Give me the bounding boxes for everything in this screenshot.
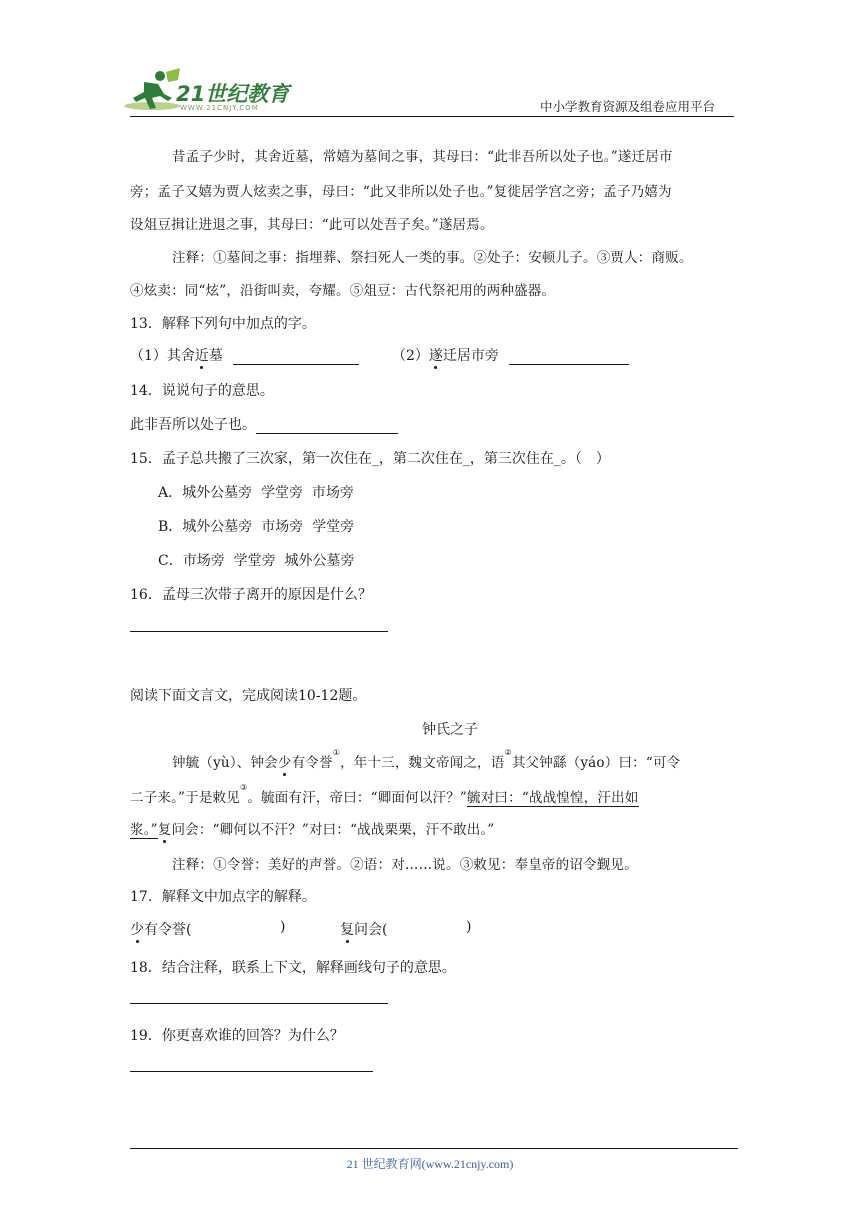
text: 钟毓（yù）、钟会 — [172, 755, 278, 771]
dotted-char: 复 — [157, 822, 172, 838]
question-13-title: 13．解释下列句中加点的字。 — [130, 316, 316, 332]
question-17-item-2 — [340, 919, 387, 939]
item-text: （1）其舍 — [130, 348, 195, 364]
passage-line: 昔孟子少时，其舍近墓，常嬉为墓间之事，其母曰：“此非吾所以处子也。”遂迁居市 — [172, 149, 673, 165]
option-a[interactable]: A．城外公墓旁 学堂旁 市场旁 — [158, 485, 354, 501]
text: ，年十三，魏文帝闻之，语 — [340, 755, 505, 771]
underlined-sentence: 毓对曰：“战战惶惶，汗出如 — [467, 790, 639, 806]
runner-logo-icon — [122, 68, 182, 114]
note-line: 注释：①墓间之事：指埋葬、祭扫死人一类的事。②处子：安顿儿子。③贾人：商贩。 — [172, 250, 693, 266]
passage-line: 旁；孟子又嬉为贾人炫卖之事，母曰：“此又非所以处子也。”复徙居学宫之旁；孟子乃嬉为 — [130, 184, 672, 200]
logo — [122, 68, 292, 114]
question-14-line — [130, 414, 398, 434]
footnote-mark: ② — [504, 748, 512, 757]
item-text: 问会( — [354, 922, 388, 938]
passage-title: 钟氏之子 — [422, 722, 478, 738]
text: 二子来。”于是敕见 — [130, 790, 240, 806]
footer-rule — [130, 1148, 738, 1149]
sentence-text: 此非吾所以处子也。 — [130, 417, 256, 433]
question-13-item-2 — [392, 345, 629, 365]
text: 问会：“卿何以不汗？”对曰：“战战栗栗，汗不敢出。” — [171, 822, 495, 838]
item-text: （2） — [392, 348, 429, 364]
close-paren: ) — [280, 919, 286, 935]
logo-text: 21世纪教育 — [176, 82, 290, 106]
dotted-char: 复 — [340, 922, 354, 938]
section-2-intro: 阅读下面文言文，完成阅读10-12题。 — [130, 688, 367, 704]
note-line: 注释：①令誉：美好的声誉。②语：对……说。③敕见：奉皇帝的诏令觐见。 — [172, 857, 638, 873]
answer-line[interactable] — [130, 1003, 388, 1004]
answer-line[interactable] — [130, 1071, 373, 1072]
platform-name: 中小学教育资源及组卷应用平台 — [540, 99, 716, 114]
logo-url: WWW.21CNJY.COM — [180, 104, 259, 112]
header-rule — [130, 116, 734, 117]
passage-line — [172, 748, 681, 771]
question-15-title: 15．孟子总共搬了三次家，第一次住在_，第二次住在_，第三次住在_。（ ） — [130, 451, 610, 467]
dotted-char: 近 — [194, 348, 209, 364]
answer-blank[interactable] — [256, 417, 398, 434]
option-c[interactable]: C．市场旁 学堂旁 城外公墓旁 — [158, 553, 355, 569]
answer-line[interactable] — [130, 631, 388, 632]
answer-blank[interactable] — [233, 348, 359, 365]
answer-blank[interactable] — [509, 348, 629, 365]
question-14-title: 14．说说句子的意思。 — [130, 383, 274, 399]
dotted-char: 少 — [130, 922, 144, 938]
passage-line — [130, 818, 495, 838]
footer-text[interactable]: 21 世纪教育网(www.21cnjy.com) — [346, 1157, 514, 1171]
passage-line: 设俎豆揖让进退之事，其母曰：“此可以处吾子矣。”遂居焉。 — [130, 217, 494, 233]
option-b[interactable]: B．城外公墓旁 市场旁 学堂旁 — [158, 519, 355, 535]
text: 其父钟繇（yáo）曰：“可令 — [511, 755, 681, 771]
close-paren: ) — [466, 919, 472, 935]
question-18-title: 18．结合注释，联系上下文，解释画线句子的意思。 — [130, 960, 456, 976]
question-16-title: 16．孟母三次带子离开的原因是什么？ — [130, 587, 372, 603]
question-19-title: 19．你更喜欢谁的回答？为什么？ — [130, 1028, 344, 1044]
item-text: 迁居市旁 — [442, 348, 499, 364]
text: 有令誉 — [291, 755, 333, 771]
footnote-mark: ① — [332, 748, 341, 757]
note-line: ④炫卖：同“炫”，沿街叫卖，夸耀。⑤俎豆：古代祭祀用的两种盛器。 — [130, 283, 556, 299]
dotted-char: 少 — [277, 755, 292, 771]
question-17-title: 17．解释文中加点字的解释。 — [130, 889, 316, 905]
underlined-sentence: 浆。” — [130, 822, 158, 838]
text: 。毓面有汗，帝曰：“卿面何以汗？” — [247, 790, 468, 806]
item-text: 有令誉( — [144, 922, 192, 938]
dotted-char: 遂 — [428, 348, 443, 364]
question-13-item-1 — [130, 345, 359, 365]
question-17-item-1 — [130, 919, 191, 939]
footnote-mark: ③ — [239, 783, 248, 792]
passage-line — [130, 783, 639, 806]
item-text: 墓 — [208, 348, 223, 364]
